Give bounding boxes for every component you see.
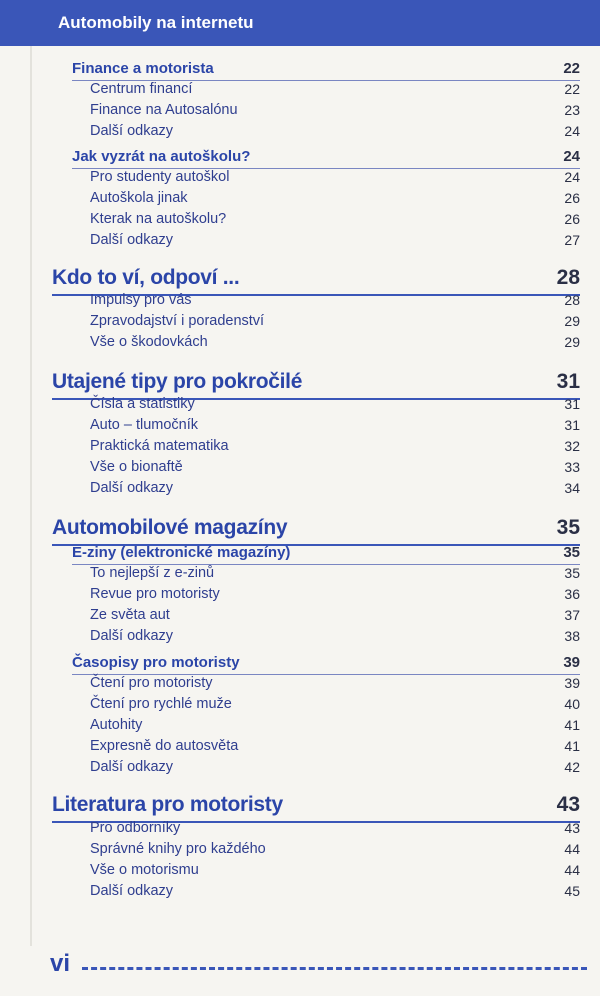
toc-entry-title: Pro studenty autoškol bbox=[90, 169, 230, 185]
toc-entry-title: Ze světa aut bbox=[90, 607, 170, 623]
toc-entry-page: 31 bbox=[564, 417, 580, 433]
toc-entry-page: 24 bbox=[564, 123, 580, 139]
toc-entry-page: 22 bbox=[564, 81, 580, 97]
toc-entry-page: 31 bbox=[556, 370, 580, 393]
toc-entry-page: 36 bbox=[564, 586, 580, 602]
toc-entry-page: 32 bbox=[564, 438, 580, 454]
toc-entry-page: 39 bbox=[564, 675, 580, 691]
toc-entry-page: 43 bbox=[564, 820, 580, 836]
toc-entry-page: 44 bbox=[564, 862, 580, 878]
toc-entry-page: 24 bbox=[563, 148, 580, 165]
toc-entry-title: Čísla a statistiky bbox=[90, 396, 195, 412]
toc-entry-title: Další odkazy bbox=[90, 883, 174, 899]
toc-entry-title: Vše o motorismu bbox=[90, 862, 199, 878]
toc-entry-title: Praktická matematika bbox=[90, 438, 229, 454]
toc-entry-title: Zpravodajství i poradenství bbox=[90, 313, 265, 329]
toc-entry-page: 29 bbox=[564, 313, 580, 329]
toc-entry-title: Impulsy pro vás bbox=[90, 292, 192, 308]
toc-entry-title: Další odkazy bbox=[90, 232, 174, 248]
toc-entry-page: 35 bbox=[563, 544, 580, 561]
toc-entry-title: To nejlepší z e-zinů bbox=[90, 565, 215, 581]
toc-entry-title: Automobilové magazíny bbox=[52, 516, 288, 539]
toc-entry-title: Pro odborníky bbox=[90, 820, 181, 836]
toc-entry-title: Další odkazy bbox=[90, 628, 174, 644]
toc-entry-page: 37 bbox=[564, 607, 580, 623]
toc-entry-page: 45 bbox=[564, 883, 580, 899]
toc-entry-page: 23 bbox=[564, 102, 580, 118]
running-head-title: Automobily na internetu bbox=[58, 13, 254, 32]
toc-entry-title: Kdo to ví, odpoví ... bbox=[52, 266, 240, 289]
toc-entry-title: Správné knihy pro každého bbox=[90, 841, 266, 857]
toc-entry-page: 27 bbox=[564, 232, 580, 248]
toc-entry-page: 29 bbox=[564, 334, 580, 350]
toc-entry-page: 28 bbox=[564, 292, 580, 308]
toc-entry-page: 33 bbox=[564, 459, 580, 475]
toc-entry-page: 28 bbox=[556, 266, 580, 289]
toc-entry-title: Literatura pro motoristy bbox=[52, 793, 283, 816]
toc-entry-title: Jak vyzrát na autoškolu? bbox=[72, 148, 251, 165]
toc-entry-title: Utajené tipy pro pokročilé bbox=[52, 370, 303, 393]
toc-entry-page: 44 bbox=[564, 841, 580, 857]
toc-entry-title: Čtení pro rychlé muže bbox=[90, 696, 232, 712]
toc-entry-title: E-ziny (elektronické magazíny) bbox=[72, 544, 291, 561]
toc-entry-page: 26 bbox=[564, 190, 580, 206]
toc-entry-title: Další odkazy bbox=[90, 123, 174, 139]
toc-entry-title: Vše o bionaftě bbox=[90, 459, 183, 475]
toc-entry-page: 41 bbox=[564, 717, 580, 733]
toc-entry-title: Expresně do autosvěta bbox=[90, 738, 239, 754]
footer-dotted-rule bbox=[82, 967, 587, 970]
toc-entry-page: 34 bbox=[564, 480, 580, 496]
toc-entry-title: Autohity bbox=[90, 717, 143, 733]
toc-entry-title: Revue pro motoristy bbox=[90, 586, 220, 602]
toc-entry-title: Kterak na autoškolu? bbox=[90, 211, 227, 227]
toc-entry-page: 39 bbox=[563, 654, 580, 671]
toc-entry-title: Finance a motorista bbox=[72, 60, 214, 77]
toc-entry-title: Časopisy pro motoristy bbox=[72, 654, 240, 671]
toc-entry-page: 41 bbox=[564, 738, 580, 754]
toc-entry-page: 43 bbox=[556, 793, 580, 816]
toc-entry-page: 40 bbox=[564, 696, 580, 712]
toc-entry-page: 42 bbox=[564, 759, 580, 775]
toc-entry-title: Další odkazy bbox=[90, 759, 174, 775]
toc-entry-page: 24 bbox=[564, 169, 580, 185]
toc-entry-page: 35 bbox=[556, 516, 580, 539]
toc-entry-page: 38 bbox=[564, 628, 580, 644]
toc-entry-title: Čtení pro motoristy bbox=[90, 675, 213, 691]
toc-entry-page: 35 bbox=[564, 565, 580, 581]
toc-entry-title: Autoškola jinak bbox=[90, 190, 188, 206]
toc-entry-page: 31 bbox=[564, 396, 580, 412]
toc-entry-title: Centrum financí bbox=[90, 81, 193, 97]
toc-entry-title: Další odkazy bbox=[90, 480, 174, 496]
toc-entry-title: Auto – tlumočník bbox=[90, 417, 198, 433]
page-number: vi bbox=[50, 950, 71, 977]
toc-entry-page: 22 bbox=[563, 60, 580, 77]
toc-entry-title: Vše o škodovkách bbox=[90, 334, 208, 350]
toc-entry-title: Finance na Autosalónu bbox=[90, 102, 238, 118]
toc-entry-page: 26 bbox=[564, 211, 580, 227]
